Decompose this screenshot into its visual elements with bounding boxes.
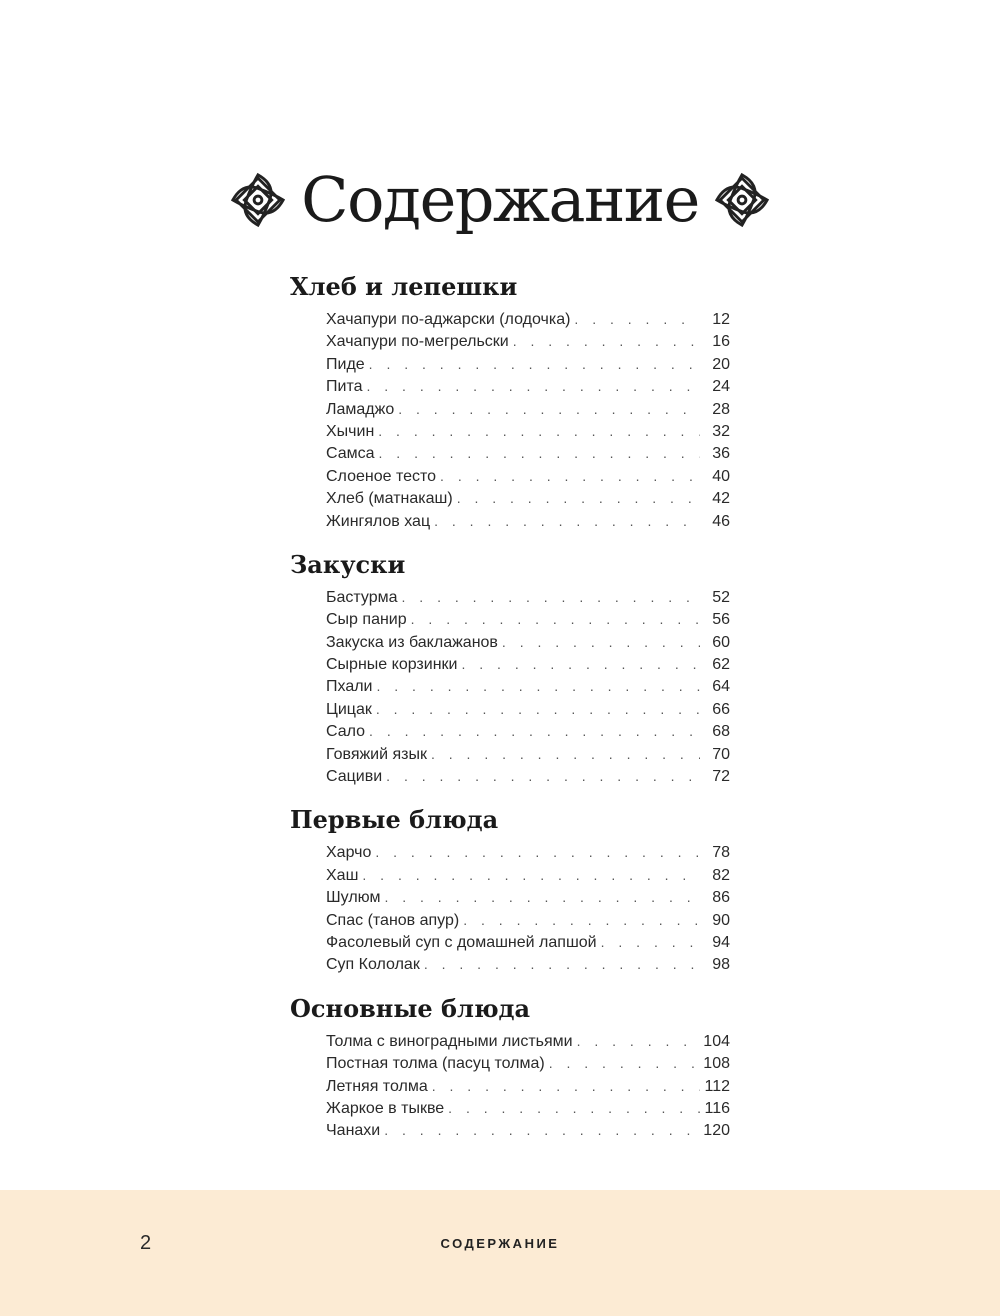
dot-leader — [549, 1052, 700, 1074]
toc-entry — [326, 1030, 730, 1052]
dot-leader — [376, 698, 700, 720]
toc-entry-title: Хлеб (матнакаш) — [326, 490, 453, 508]
toc-entry-title: Самса — [326, 445, 375, 463]
dot-leader — [378, 420, 700, 442]
toc-entry-page-number: 120 — [703, 1122, 730, 1140]
dot-leader — [386, 765, 700, 787]
dot-leader — [513, 330, 700, 352]
toc-entry-page-number: 62 — [712, 656, 730, 674]
toc-entry-page-number: 86 — [712, 889, 730, 907]
toc-entry — [326, 720, 730, 742]
toc-entry-page-number: 68 — [712, 723, 730, 741]
dot-leader — [502, 631, 700, 653]
toc-entry-page-number: 64 — [712, 678, 730, 696]
toc-entry — [326, 420, 730, 442]
dot-leader — [431, 743, 700, 765]
toc-entry — [326, 1052, 730, 1074]
toc-entry — [326, 1119, 730, 1141]
toc-entry-page-number: 70 — [712, 745, 730, 763]
toc-entry-list — [290, 841, 730, 975]
toc-entry-page-number: 24 — [712, 378, 730, 396]
toc-entry-title: Жаркое в тыкве — [326, 1099, 445, 1117]
toc-entry-page-number: 72 — [712, 768, 730, 786]
celtic-knot-icon — [229, 171, 287, 229]
toc-entry-page-number: 66 — [712, 700, 730, 718]
footer-running-title: СОДЕРЖАНИЕ — [440, 1236, 560, 1251]
toc-entry — [326, 698, 730, 720]
table-of-contents — [290, 270, 730, 1158]
toc-entry-title: Летняя толма — [326, 1077, 428, 1095]
toc-entry-title: Хаш — [326, 866, 359, 884]
toc-entry — [326, 442, 730, 464]
toc-section — [290, 548, 730, 788]
dot-leader — [574, 308, 700, 330]
dot-leader — [362, 864, 700, 886]
toc-entry-page-number: 42 — [712, 490, 730, 508]
toc-entry-list — [290, 308, 730, 532]
toc-entry — [326, 631, 730, 653]
toc-entry-title: Закуска из баклажанов — [326, 633, 498, 651]
toc-entry — [326, 765, 730, 787]
dot-leader — [402, 586, 700, 608]
toc-entry-title: Спас (танов апур) — [326, 911, 460, 929]
toc-entry — [326, 864, 730, 886]
toc-entry — [326, 330, 730, 352]
toc-entry — [326, 608, 730, 630]
toc-entry-title: Хачапури по-мегрельски — [326, 333, 509, 351]
toc-entry-page-number: 56 — [712, 611, 730, 629]
toc-entry-page-number: 36 — [712, 445, 730, 463]
toc-section — [290, 270, 730, 532]
toc-entry-list — [290, 1030, 730, 1142]
toc-entry — [326, 375, 730, 397]
dot-leader — [432, 1075, 700, 1097]
toc-entry — [326, 841, 730, 863]
section-heading: Хлеб и лепешки — [290, 272, 518, 301]
dot-leader — [366, 375, 700, 397]
toc-entry-title: Бастурма — [326, 588, 398, 606]
dot-leader — [440, 465, 700, 487]
dot-leader — [434, 510, 700, 532]
toc-entry-page-number: 46 — [712, 512, 730, 530]
toc-entry — [326, 931, 730, 953]
section-heading: Основные блюда — [290, 993, 531, 1023]
toc-entry-title: Хачапури по-аджарски (лодочка) — [326, 311, 571, 328]
dot-leader — [411, 608, 700, 630]
dot-leader — [375, 841, 700, 863]
celtic-knot-icon — [713, 171, 771, 229]
dot-leader — [398, 398, 700, 420]
toc-entry-page-number: 12 — [712, 311, 730, 328]
toc-entry-title: Пита — [326, 378, 363, 396]
dot-leader — [384, 886, 700, 908]
toc-entry-title: Слоеное тесто — [326, 467, 437, 485]
toc-entry — [326, 308, 730, 330]
toc-entry-page-number: 32 — [712, 422, 730, 440]
section-heading: Закуски — [290, 549, 406, 579]
toc-entry — [326, 1075, 730, 1097]
toc-entry-title: Цицак — [326, 700, 372, 718]
toc-entry-title: Постная толма (пасуц толма) — [326, 1055, 545, 1073]
toc-entry-page-number: 90 — [712, 911, 730, 929]
toc-entry — [326, 487, 730, 509]
dot-leader — [577, 1030, 700, 1052]
dot-leader — [369, 353, 700, 375]
dot-leader — [369, 720, 700, 742]
toc-entry — [326, 743, 730, 765]
toc-entry-page-number: 116 — [704, 1099, 730, 1117]
toc-entry — [326, 653, 730, 675]
toc-entry-page-number: 104 — [703, 1032, 730, 1050]
toc-entry — [326, 510, 730, 532]
toc-entry — [326, 909, 730, 931]
toc-entry-list — [290, 586, 730, 788]
dot-leader — [424, 953, 700, 975]
toc-entry-title: Хычин — [326, 422, 375, 440]
toc-entry-page-number: 28 — [712, 400, 730, 418]
toc-entry — [326, 675, 730, 697]
toc-entry-title: Говяжий язык — [326, 745, 427, 763]
toc-entry — [326, 886, 730, 908]
toc-entry-page-number: 16 — [712, 333, 730, 351]
toc-entry-title: Пхали — [326, 678, 373, 696]
dot-leader — [448, 1097, 700, 1119]
toc-entry-page-number: 82 — [712, 866, 730, 884]
dot-leader — [457, 487, 700, 509]
toc-entry-page-number: 94 — [712, 933, 730, 951]
title-row — [0, 160, 1000, 240]
toc-section — [290, 803, 730, 975]
toc-entry-page-number: 40 — [712, 467, 730, 485]
toc-entry-page-number: 98 — [712, 956, 730, 974]
toc-entry-title: Сало — [326, 723, 366, 741]
toc-entry-page-number: 20 — [712, 355, 730, 373]
page-footer — [0, 1190, 1000, 1316]
dot-leader — [463, 909, 700, 931]
toc-entry-title: Сыр панир — [326, 611, 407, 629]
section-heading: Первые блюда — [290, 805, 499, 835]
toc-entry-title: Жингялов хац — [326, 512, 431, 530]
toc-entry-title: Суп Кололак — [326, 956, 420, 974]
toc-entry — [326, 1097, 730, 1119]
dot-leader — [601, 931, 700, 953]
toc-entry — [326, 353, 730, 375]
toc-entry — [326, 465, 730, 487]
toc-entry-page-number: 60 — [712, 633, 730, 651]
toc-entry-title: Чанахи — [326, 1122, 381, 1140]
toc-entry-title: Ламаджо — [326, 400, 395, 418]
dot-leader — [461, 653, 700, 675]
footer-page-number: 2 — [140, 1232, 152, 1254]
toc-section — [290, 992, 730, 1142]
toc-entry — [326, 953, 730, 975]
dot-leader — [377, 675, 701, 697]
toc-entry-title: Харчо — [326, 844, 372, 862]
toc-entry-page-number: 52 — [712, 588, 730, 606]
toc-entry — [326, 586, 730, 608]
toc-entry-title: Пиде — [326, 355, 365, 373]
dot-leader — [384, 1119, 699, 1141]
toc-entry-page-number: 112 — [704, 1077, 730, 1095]
dot-leader — [379, 442, 700, 464]
toc-entry — [326, 398, 730, 420]
toc-entry-title: Толма с виноградными листьями — [326, 1032, 573, 1050]
toc-entry-page-number: 78 — [712, 844, 730, 862]
toc-entry-title: Шулюм — [326, 889, 381, 907]
page-title: Содержание — [301, 163, 699, 236]
toc-entry-title: Сациви — [326, 768, 383, 786]
toc-entry-title: Фасолевый суп с домашней лапшой — [326, 933, 597, 951]
toc-entry-title: Сырные корзинки — [326, 656, 458, 674]
toc-entry-page-number: 108 — [703, 1055, 730, 1073]
